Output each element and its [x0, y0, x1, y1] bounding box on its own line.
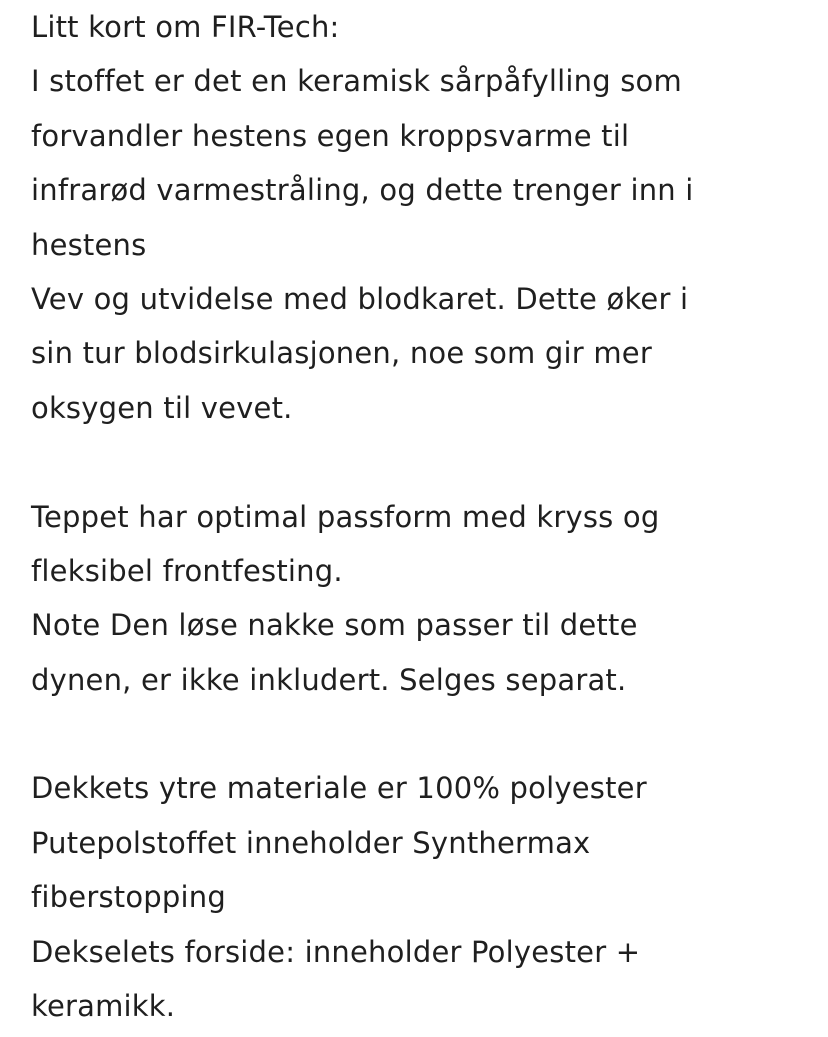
text-line: Teppet har optimal passform med kryss og	[31, 499, 660, 534]
note-line: Note Den løse nakke som passer til dette	[31, 608, 638, 643]
paragraph-spacer	[31, 435, 804, 489]
text-line: fleksibel frontfesting.	[31, 553, 343, 588]
paragraph-spacer	[31, 707, 804, 761]
text-line: oksygen til vevet.	[31, 390, 293, 425]
section-fit	[31, 490, 804, 708]
text-line: sin tur blodsirkulasjonen, noe som gir mer	[31, 336, 652, 371]
note-line: dynen, er ikke inkludert. Selges separat.	[31, 662, 627, 697]
material-line: Dekkets ytre materiale er 100% polyester	[31, 771, 647, 806]
material-line: keramikk.	[31, 989, 176, 1024]
text-line: I stoffet er det en keramisk sårpåfylling som	[31, 64, 682, 99]
material-line: Putepolstoffet inneholder Synthermax	[31, 825, 591, 860]
fir-tech-heading: Litt kort om FIR-Tech:	[31, 10, 340, 44]
material-line: Dekselets forside: inneholder Polyester +	[31, 934, 641, 969]
section-material	[31, 761, 804, 1033]
text-line: Vev og utvidelse med blodkaret. Dette øker i	[31, 281, 689, 316]
text-line: infrarød varmestråling, og dette trenger inn i	[31, 173, 694, 208]
material-line: fiberstopping	[31, 880, 226, 915]
text-line: hestens	[31, 227, 147, 262]
section-fir-tech	[31, 0, 804, 435]
text-line: forvandler hestens egen kroppsvarme til	[31, 118, 630, 153]
